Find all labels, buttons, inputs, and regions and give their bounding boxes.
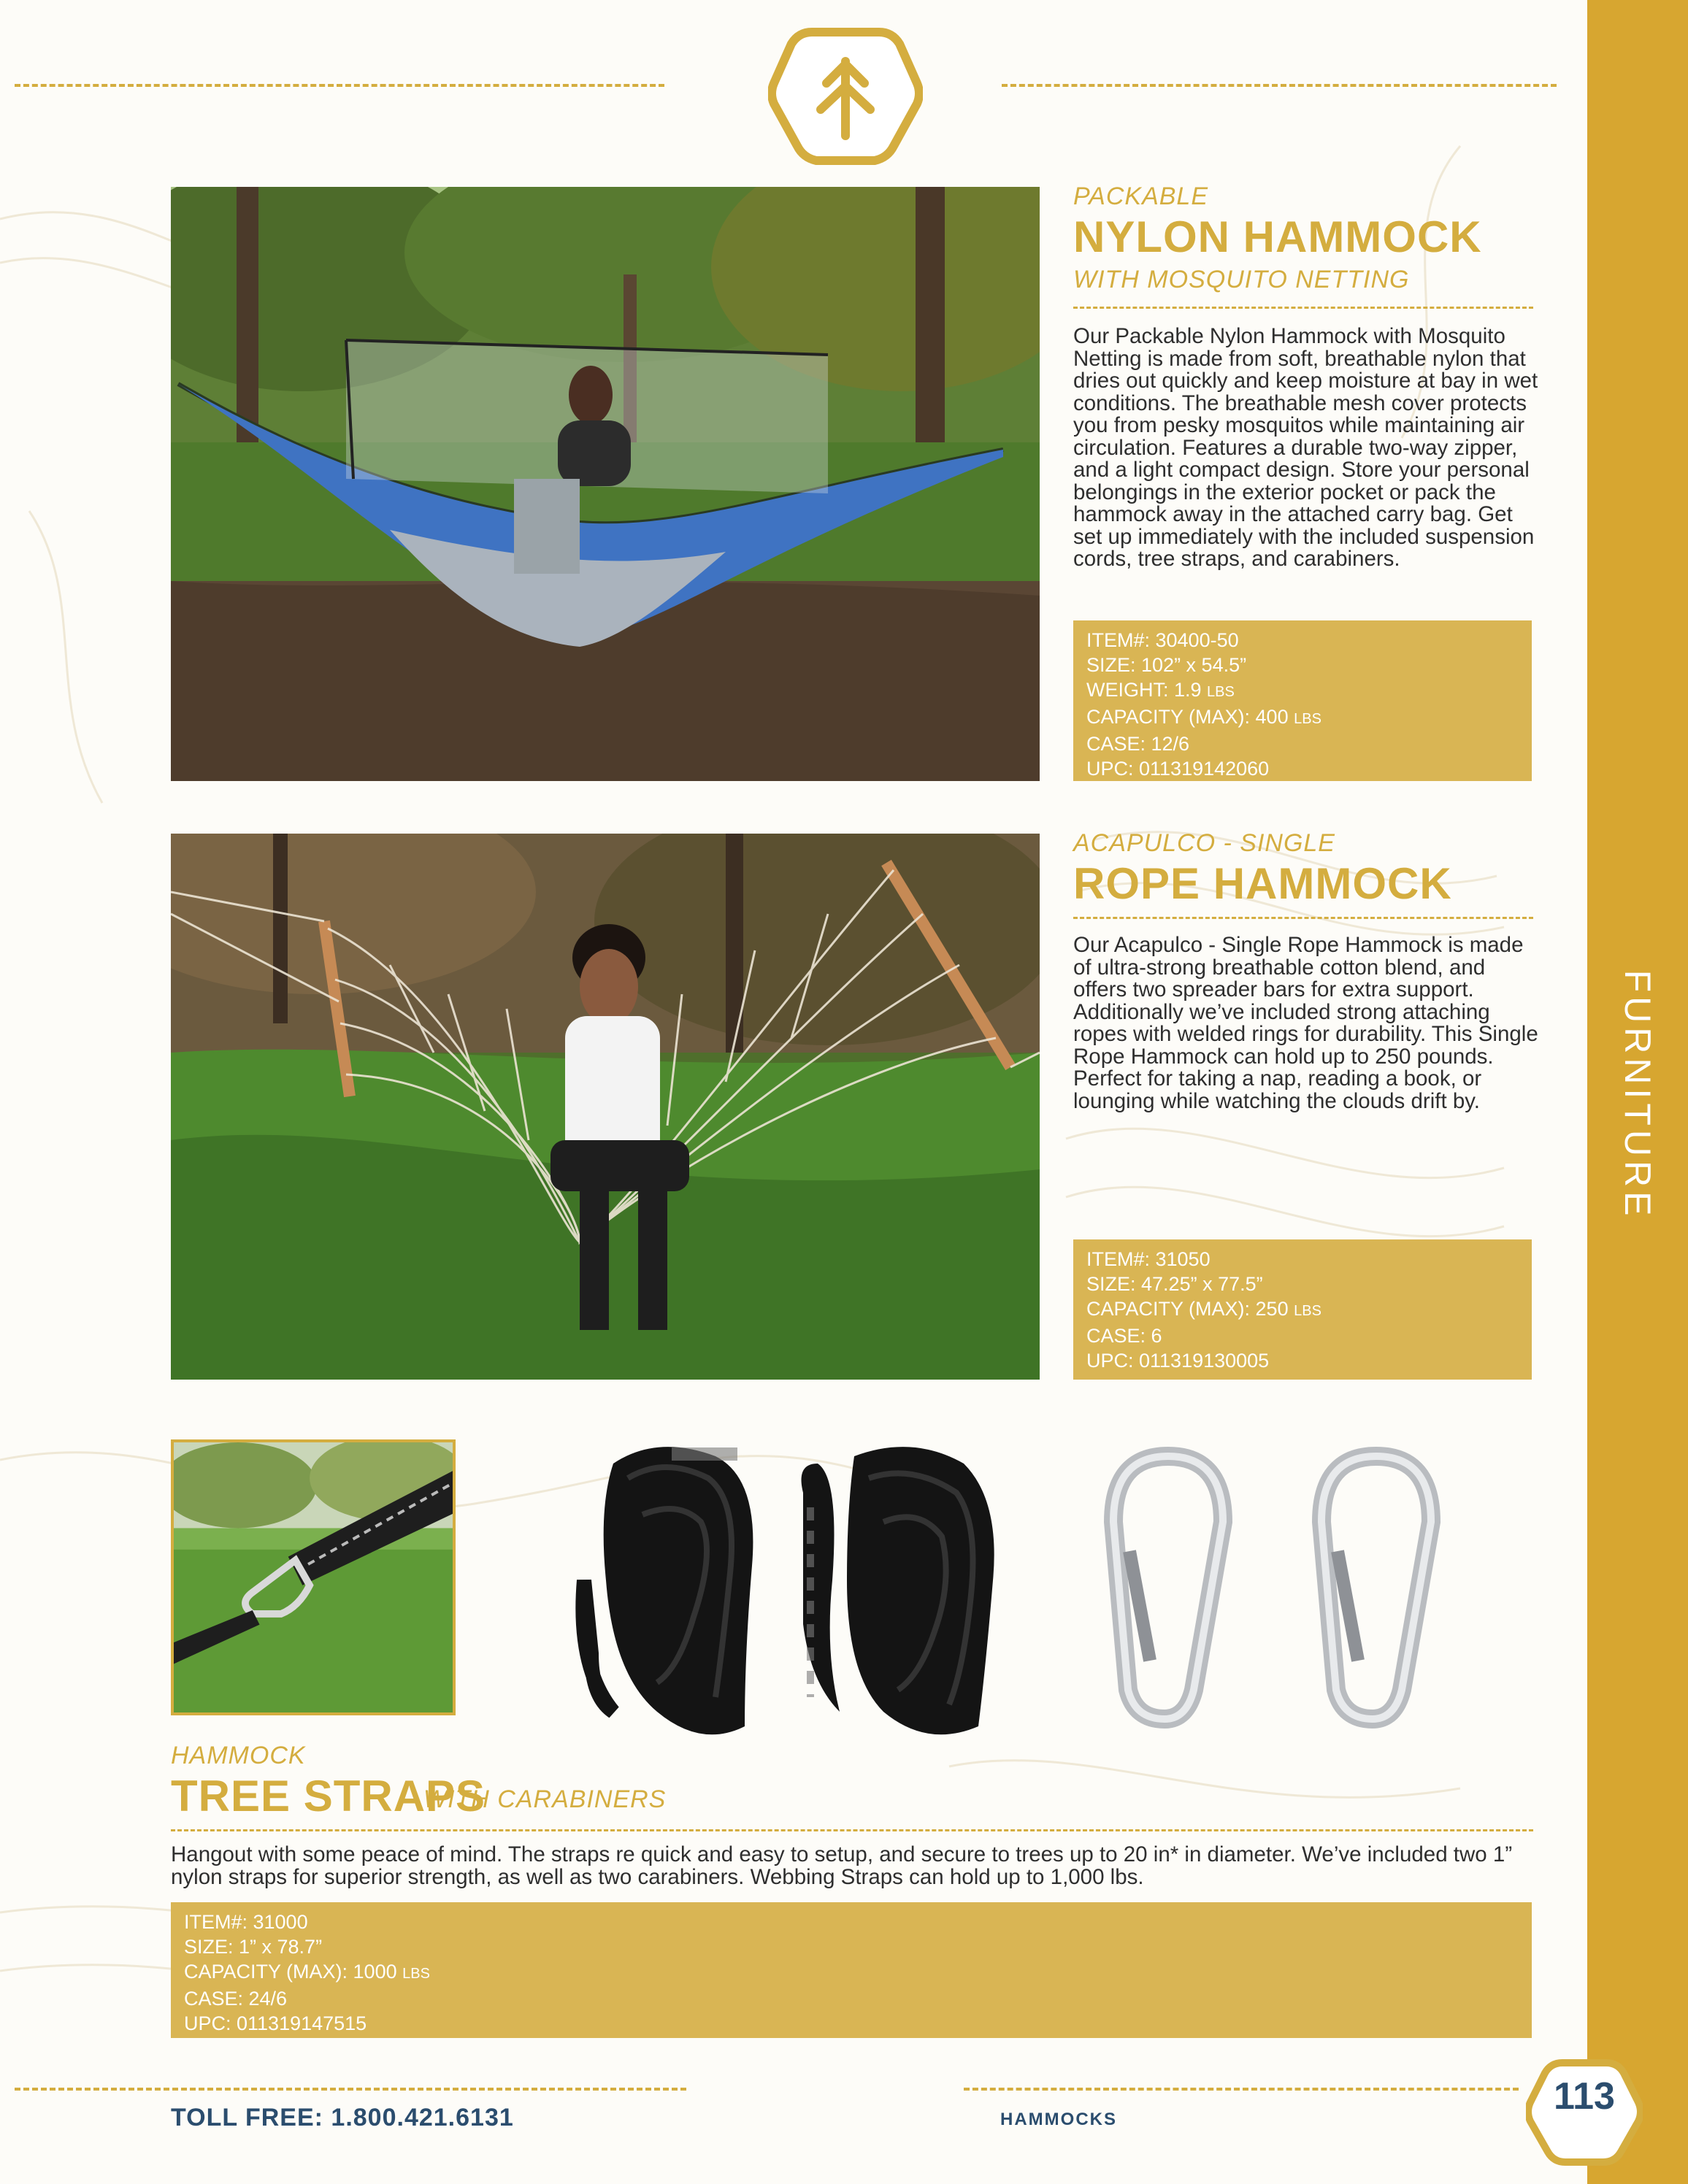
product-title: ROPE HAMMOCK [1073,859,1452,908]
spec-weight [1086,677,1519,704]
spec-upc: UPC: 011319142060 [1086,758,1270,780]
header-rule-right [1002,84,1557,87]
spec-box [1073,620,1532,781]
product-kicker: PACKABLE [1073,182,1209,210]
product-subtitle: WITH CARABINERS [423,1785,667,1813]
carabiner-icon [1307,1442,1446,1734]
spec-size: SIZE: 47.25” x 77.5” [1086,1273,1263,1295]
spec-capacity-unit: LBS [402,1966,430,1982]
spec-weight-unit: LBS [1207,684,1235,700]
spec-item: ITEM#: 31000 [184,1911,308,1933]
product-description: Hangout with some peace of mind. The straps re quick and easy to setup, and secure to trees up to 20 in* in diameter. We’ve included two 1” nylon straps for superior strength, as well as two carabiners. Webbing Straps can hold up to 1,000 lbs. [171,1842,1513,1889]
footer-rule-right [964,2088,1519,2091]
spec-size: SIZE: 1” x 78.7” [184,1936,323,1958]
page-number: 113 [1554,2075,1615,2118]
spec-box [1073,1239,1532,1380]
spec-case: CASE: 24/6 [184,1988,288,2010]
product-subtitle: WITH MOSQUITO NETTING [1073,266,1410,293]
tree-arrow-icon [768,26,923,165]
spec-item: ITEM#: 30400-50 [1086,629,1239,651]
sidebar-category-text: FURNITURE [1617,969,1658,1220]
footer-rule-left [15,2088,686,2091]
spec-upc: UPC: 011319130005 [1086,1350,1270,1372]
header-rule-left [15,84,664,87]
nylon-hammock-photo [171,187,1040,781]
spec-weight-value: WEIGHT: 1.9 [1086,679,1202,701]
spec-capacity [1086,1296,1519,1323]
spec-capacity-value: CAPACITY (MAX): 400 [1086,706,1289,728]
product-description: Our Packable Nylon Hammock with Mosquito Netting is made from soft, breathable nylon that dries out quickly and keep moisture at bay in wet conditions. The breathable mesh cover protects you from pesky mosquitos while maintaining air circulation. Features a durable two-way zipper, and a light compact design. Store your personal belongings in the exterior pocket or pack the hammock away in the attached carry bag. Get set up immediately with the included suspension cords, tree straps, and carabiners. [1073,324,1538,571]
product-kicker: HAMMOCK [171,1742,306,1769]
tree-strap-closeup-photo [171,1439,456,1715]
product-title: TREE STRAPS [171,1772,486,1820]
webbing-strap-icon [796,1434,1008,1753]
product-description: Our Acapulco - Single Rope Hammock is made of ultra-strong breathable cotton blend, and offers two spreader bars for extra support. Additionally we’ve included strong attaching ropes with welded rings for durability. This Single Rope Hammock can hold up to 250 pounds. Perfect for taking a nap, reading a book, or lounging while watching the clouds drift by. [1073,933,1538,1113]
spec-box [171,1902,1532,2038]
carabiner-icon [1099,1442,1238,1734]
product-title: NYLON HAMMOCK [1073,212,1482,261]
sidebar-category-label [1587,969,1688,1220]
spec-capacity-unit: LBS [1294,711,1321,727]
spec-case: CASE: 6 [1086,1325,1162,1347]
product-kicker: ACAPULCO - SINGLE [1073,829,1335,857]
spec-capacity [1086,704,1519,731]
spec-capacity-value: CAPACITY (MAX): 250 [1086,1298,1289,1320]
title-rule [171,1829,1533,1831]
rope-hammock-photo [171,834,1040,1380]
footer-section-name: HAMMOCKS [1000,2110,1117,2129]
spec-upc: UPC: 011319147515 [184,2012,367,2034]
title-rule [1073,917,1533,919]
title-rule [1073,307,1533,309]
spec-case: CASE: 12/6 [1086,733,1190,755]
footer-phone: TOLL FREE: 1.800.421.6131 [171,2104,514,2131]
spec-capacity-value: CAPACITY (MAX): 1000 [184,1961,397,1983]
spec-capacity [184,1959,1519,1986]
spec-capacity-unit: LBS [1294,1303,1321,1319]
spec-size: SIZE: 102” x 54.5” [1086,654,1247,676]
webbing-strap-icon [569,1434,774,1753]
spec-item: ITEM#: 31050 [1086,1248,1211,1270]
